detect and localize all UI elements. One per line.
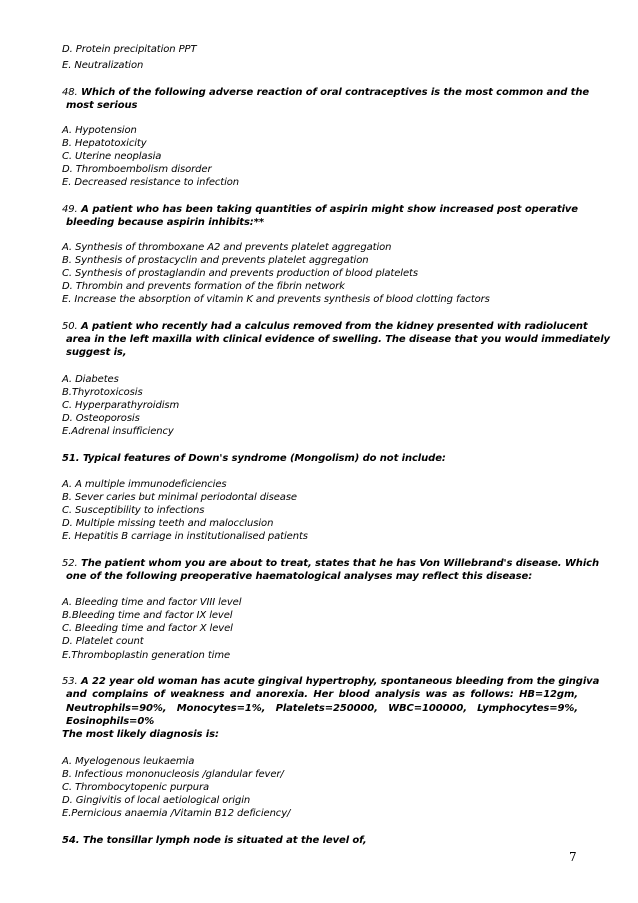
q52-number: 52. [62,558,78,569]
q52-stem-line1: The patient whom you are about to treat, states that he has Von Willebrand's disease. Which [81,558,600,569]
q47-option-d: D. Protein precipitation PPT [62,44,197,55]
q48-option-c: C. Uterine neoplasia [62,151,162,162]
q53-stem [62,676,600,688]
q50-stem-line2: area in the left maxilla with clinical evidence of swelling. The disease that you would immediately [66,334,610,345]
q52-stem-line2: one of the following preoperative haematological analyses may reflect this disease: [66,571,533,582]
q53-stem-line2: and complains of weakness and anorexia. Her blood analysis was as follows: HB=12gm, [66,689,578,700]
q53-option-a: A. Myelogenous leukaemia [62,756,195,767]
q53-option-c: C. Thrombocytopenic purpura [62,782,209,793]
q53-option-d: D. Gingivitis of local aetiological origin [62,795,251,806]
q51-stem [62,453,446,465]
q50-option-b: B.Thyrotoxicosis [62,387,143,398]
page-number: 7 [569,850,577,864]
q49-option-e: E. Increase the absorption of vitamin K and prevents synthesis of blood clotting factors [62,294,490,305]
q51-option-c: C. Susceptibility to infections [62,505,205,516]
q48-number: 48. [62,87,78,98]
q50-stem-line1: A patient who recently had a calculus removed from the kidney presented with radiolucent [81,321,588,332]
q48-option-b: B. Hepatotoxicity [62,138,147,149]
q49-stem [62,204,578,216]
q49-option-a: A. Synthesis of thromboxane A2 and prevents platelet aggregation [62,242,392,253]
q50-stem-line3: suggest is, [66,347,127,358]
q52-option-e: E.Thromboplastin generation time [62,650,231,661]
q53-stem-line1: A 22 year old woman has acute gingival hypertrophy, spontaneous bleeding from the gingiva [81,676,600,687]
q51-option-d: D. Multiple missing teeth and malocclusion [62,518,274,529]
q48-option-e: E. Decreased resistance to infection [62,177,240,188]
q49-option-c: C. Synthesis of prostaglandin and prevents production of blood platelets [62,268,418,279]
q52-option-b: B.Bleeding time and factor IX level [62,610,233,621]
q47-option-e: E. Neutralization [62,60,144,71]
q49-stem-line1: A patient who has been taking quantities of aspirin might show increased post operative [81,204,578,215]
q48-stem-line2: most serious [66,100,138,111]
q51-option-e: E. Hepatitis B carriage in institutionalised patients [62,531,308,542]
q48-option-a: A. Hypotension [62,125,137,136]
q52-option-c: C. Bleeding time and factor X level [62,623,233,634]
q53-stem-line4: Eosinophils=0% [66,716,155,727]
q53-stem-line3: Neutrophils=90%, Monocytes=1%, Platelets=250000, WBC=100000, Lymphocytes=9%, [66,703,578,714]
q48-stem [62,87,590,99]
q51-number: 51. [62,453,80,464]
q53-option-b: B. Infectious mononucleosis /glandular fever/ [62,769,284,780]
q53-number: 53. [62,676,78,687]
q50-option-e: E.Adrenal insufficiency [62,426,174,437]
q51-option-b: B. Sever caries but minimal periodontal disease [62,492,297,503]
q54-stem [62,835,367,847]
q50-option-a: A. Diabetes [62,374,119,385]
q50-option-d: D. Osteoporosis [62,413,140,424]
q53-stem-line5: The most likely diagnosis is: [62,729,219,740]
q49-option-b: B. Synthesis of prostacyclin and prevents platelet aggregation [62,255,369,266]
q51-stem-line1: Typical features of Down's syndrome (Mongolism) do not include: [82,453,446,464]
q50-option-c: C. Hyperparathyroidism [62,400,180,411]
q52-option-d: D. Platelet count [62,636,144,647]
q54-stem-line1: The tonsillar lymph node is situated at the level of, [82,835,367,846]
q48-option-d: D. Thromboembolism disorder [62,164,212,175]
q51-option-a: A. A multiple immunodeficiencies [62,479,227,490]
q52-stem [62,558,600,570]
q48-stem-line1: Which of the following adverse reaction of oral contraceptives is the most common and the [81,87,590,98]
q49-stem-line2: bleeding because aspirin inhibits:** [66,217,264,228]
q50-stem [62,321,588,333]
q54-number: 54. [62,835,80,846]
q49-option-d: D. Thrombin and prevents formation of the fibrin network [62,281,345,292]
q52-option-a: A. Bleeding time and factor VIII level [62,597,242,608]
q50-number: 50. [62,321,78,332]
q49-number: 49. [62,204,78,215]
q53-option-e: E.Pernicious anaemia /Vitamin B12 deficiency/ [62,808,291,819]
